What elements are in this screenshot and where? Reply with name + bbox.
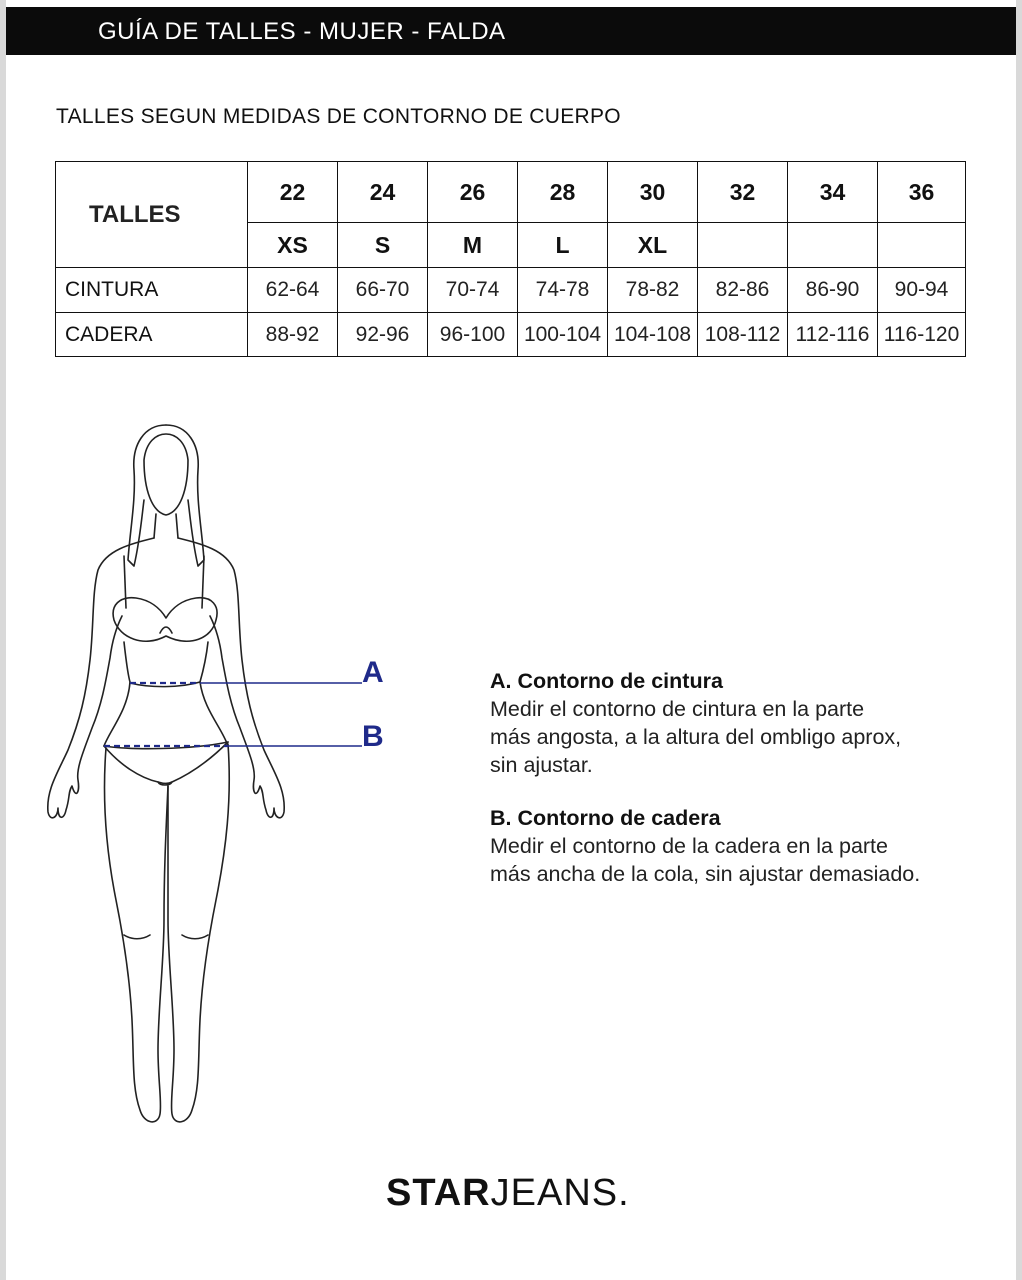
- table-cell: 108-112: [698, 313, 788, 357]
- size-number: 36: [878, 162, 966, 223]
- numeric-size-row: [56, 162, 966, 223]
- table-cell: 104-108: [608, 313, 698, 357]
- table-cell: 78-82: [608, 268, 698, 313]
- table-cell: 96-100: [428, 313, 518, 357]
- body-outline-figure: [40, 420, 440, 1150]
- description-cadera: [490, 804, 1010, 888]
- table-cell: 90-94: [878, 268, 966, 313]
- size-letter: [878, 223, 966, 268]
- table-row-cintura: [56, 268, 966, 313]
- marker-b: B: [362, 720, 384, 753]
- frame-left: [0, 0, 6, 1280]
- table-row-cadera: [56, 313, 966, 357]
- row-label: CADERA: [56, 313, 248, 357]
- table-cell: 100-104: [518, 313, 608, 357]
- description-title: A. Contorno de cintura: [490, 669, 723, 693]
- size-table: [55, 161, 966, 357]
- brand-logo: [386, 1172, 630, 1215]
- table-cell: 88-92: [248, 313, 338, 357]
- marker-a: A: [362, 656, 384, 689]
- size-letter: XL: [608, 223, 698, 268]
- size-letter: S: [338, 223, 428, 268]
- size-number: 34: [788, 162, 878, 223]
- table-cell: 92-96: [338, 313, 428, 357]
- description-line: más angosta, a la altura del ombligo aprox,: [490, 725, 902, 749]
- table-cell: 86-90: [788, 268, 878, 313]
- table-cell: 70-74: [428, 268, 518, 313]
- size-number: 26: [428, 162, 518, 223]
- table-cell: 82-86: [698, 268, 788, 313]
- page-title: GUÍA DE TALLES - MUJER - FALDA: [98, 18, 506, 45]
- size-letter: M: [428, 223, 518, 268]
- talles-header: TALLES: [56, 162, 248, 268]
- size-number: 30: [608, 162, 698, 223]
- size-letter: [698, 223, 788, 268]
- description-line: más ancha de la cola, sin ajustar demasiado.: [490, 862, 921, 886]
- header-bar: [6, 7, 1016, 55]
- size-letter: XS: [248, 223, 338, 268]
- table-cell: 116-120: [878, 313, 966, 357]
- description-line: sin ajustar.: [490, 753, 593, 777]
- table-subtitle: TALLES SEGUN MEDIDAS DE CONTORNO DE CUERPO: [56, 105, 621, 128]
- description-line: Medir el contorno de la cadera en la parte: [490, 834, 888, 858]
- table-cell: 112-116: [788, 313, 878, 357]
- size-letter: [788, 223, 878, 268]
- size-letter: L: [518, 223, 608, 268]
- size-number: 28: [518, 162, 608, 223]
- description-title: B. Contorno de cadera: [490, 806, 721, 830]
- logo-bold-part: STAR: [386, 1172, 491, 1214]
- size-number: 32: [698, 162, 788, 223]
- description-line: Medir el contorno de cintura en la parte: [490, 697, 865, 721]
- row-label: CINTURA: [56, 268, 248, 313]
- description-cintura: [490, 667, 1010, 779]
- size-number: 22: [248, 162, 338, 223]
- table-cell: 74-78: [518, 268, 608, 313]
- size-number: 24: [338, 162, 428, 223]
- table-cell: 62-64: [248, 268, 338, 313]
- logo-regular-part: JEANS.: [490, 1172, 630, 1214]
- table-cell: 66-70: [338, 268, 428, 313]
- frame-right: [1016, 0, 1022, 1280]
